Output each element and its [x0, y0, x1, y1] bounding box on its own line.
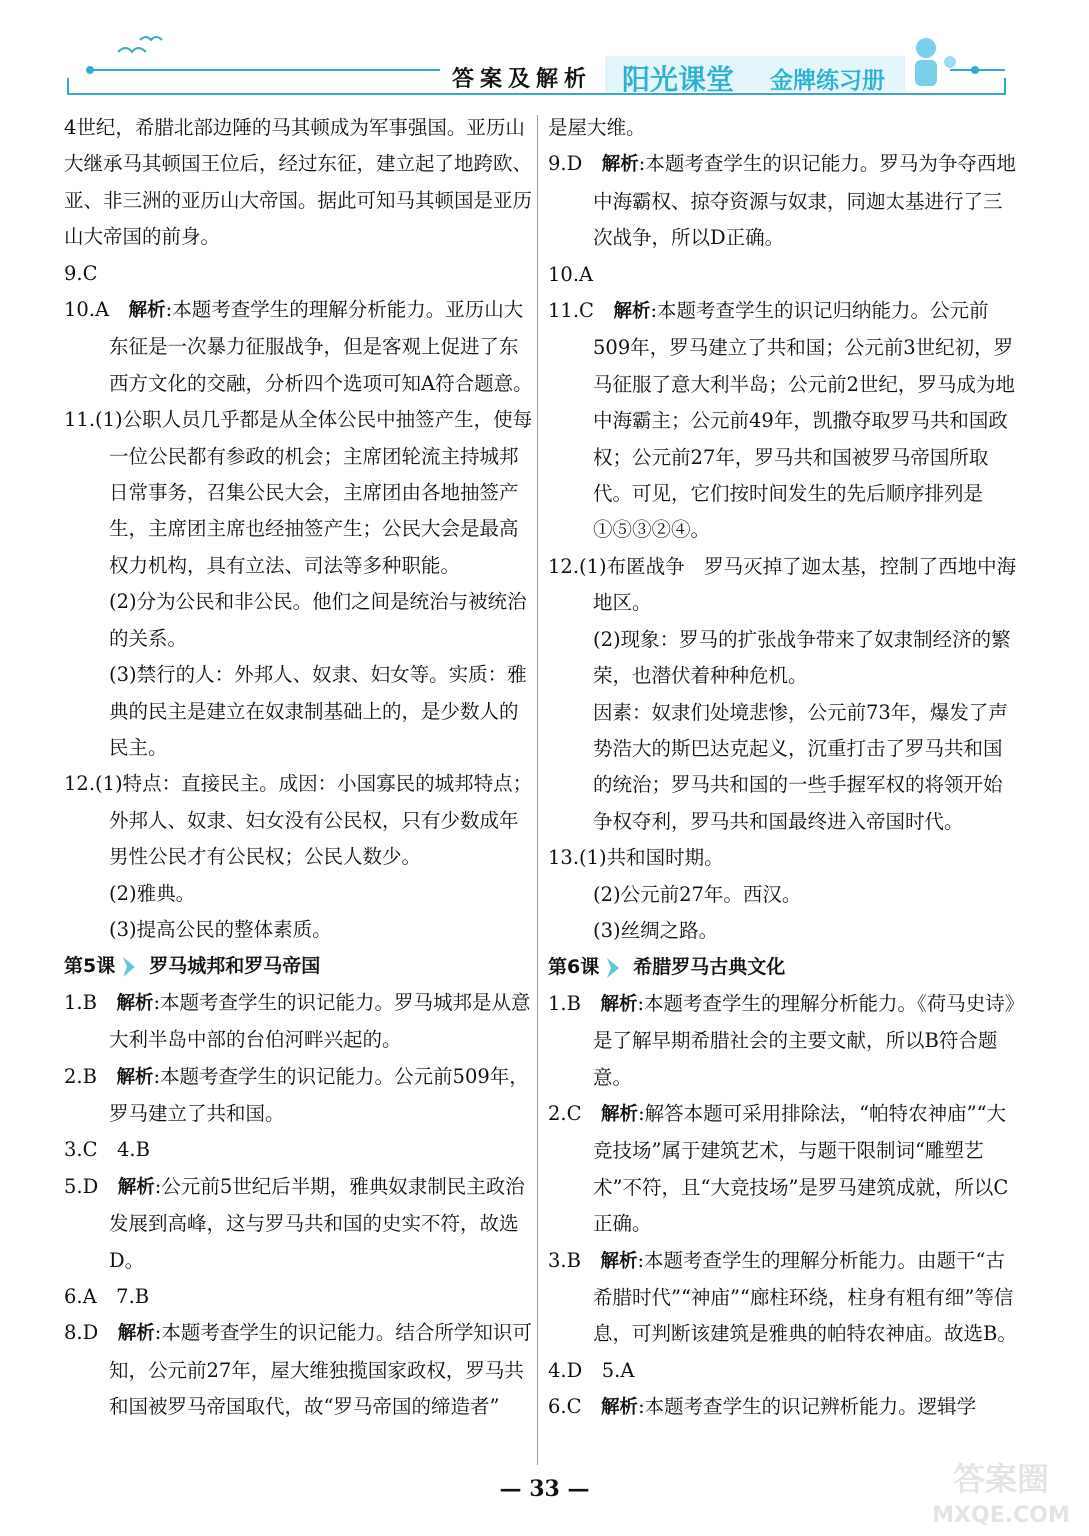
answers-label: 答案及解析	[452, 67, 593, 92]
page-number: — 33 —	[499, 1476, 590, 1502]
answer-subpart	[548, 695, 1018, 841]
analysis-label: 解析	[600, 1250, 638, 1272]
analysis-label: 解析	[601, 1397, 639, 1419]
answer-text: 12.(1)布匿战争 罗马灭掉了迦太基，控制了西地中海地区。	[548, 554, 1017, 615]
page-number-value: 33	[529, 1476, 560, 1502]
answer-subpart	[548, 913, 1018, 949]
answer-subpart	[64, 876, 534, 912]
analysis-label: 解析	[600, 993, 638, 1015]
brand-title: 阳光课堂	[622, 63, 735, 96]
answer-subpart	[548, 877, 1018, 913]
answer-item	[548, 1353, 1018, 1389]
answer-text: :本题考查学生的理解分析能力。由题干“古希腊时代”“神庙”“廊柱环绕，柱身有粗有细”等信息，可判断该建筑是雅典的帕特农神庙。故选B。	[593, 1248, 1017, 1346]
answer-item	[548, 146, 1018, 256]
lesson-heading	[548, 949, 1018, 985]
answer-text: (3)禁行的人：外邦人、奴隶、妇女等。实质：雅典的民主是建立在奴隶制基础上的，是少数人的民主。	[109, 663, 527, 759]
lesson-number: 第6课	[548, 956, 600, 979]
answer-item	[548, 257, 1018, 293]
left-column	[64, 110, 534, 1426]
lesson-title: 罗马城邦和罗马帝国	[149, 955, 321, 978]
watermark-logo	[921, 1450, 1081, 1530]
answer-subpart	[548, 622, 1018, 695]
answer-text: :本题考查学生的识记能力。公元前509年，罗马建立了共和国。	[109, 1064, 529, 1125]
answer-item	[548, 840, 1018, 876]
answer-item	[64, 110, 534, 256]
answer-item	[64, 1279, 534, 1315]
answer-text: :解答本题可采用排除法，“帕特农神庙”“大竞技场”属于建筑艺术，与题干限制词“雕塑艺术”不符，且“大竞技场”是罗马建筑成就，所以C正确。	[593, 1101, 1009, 1236]
answer-text: 6.A 7.B	[64, 1284, 150, 1308]
right-column	[548, 110, 1018, 1427]
chevron-right-icon	[121, 955, 139, 979]
question-number: 1.B	[64, 990, 97, 1014]
answer-text: (3)提高公民的整体素质。	[109, 917, 332, 941]
answer-text: 3.C 4.B	[64, 1138, 150, 1162]
question-number: 11.C	[548, 299, 594, 323]
answer-text: 11.(1)公职人员几乎都是从全体公民中抽签产生，使每一位公民都有参政的机会；主席团轮流主持城邦日常事务，召集公民大会，主席团由各地抽签产生，主席团主席也经抽签产生；公民大会是最高权力机构，具有立法、司法等多种职能。	[64, 408, 533, 577]
analysis-label: 解析	[116, 1066, 154, 1088]
answer-text: (2)分为公民和非公民。他们之间是统治与被统治的关系。	[109, 590, 527, 650]
question-number: 5.D	[64, 1174, 99, 1198]
answer-text: :本题考查学生的识记归纳能力。公元前509年，罗马建立了共和国；公元前3世纪初，罗马征服了意大利半岛；公元前2世纪，罗马成为地中海霸主；公元前49年，凯撒夺取罗马共和国政权；公元前27年，罗马共和国被罗马帝国所取代。可见，它们按时间发生的先后顺序排列是①⑤③②④。	[593, 299, 1015, 542]
answer-item	[548, 1096, 1018, 1243]
question-number: 2.B	[64, 1064, 97, 1088]
answer-item	[548, 1389, 1018, 1426]
answer-text: :本题考查学生的识记辨析能力。逻辑学	[638, 1395, 977, 1419]
answer-item	[548, 110, 1018, 146]
answer-subpart	[64, 584, 534, 657]
answer-text: :公元前5世纪后半期，雅典奴隶制民主政治发展到高峰，这与罗马共和国的史实不符，故选D。	[109, 1174, 525, 1272]
chevron-right-icon	[605, 956, 623, 980]
answer-item	[64, 1059, 534, 1133]
answer-text: (3)丝绸之路。	[593, 918, 719, 942]
question-number: 3.B	[548, 1248, 581, 1272]
question-number: 6.C	[548, 1395, 582, 1419]
question-number: 1.B	[548, 991, 581, 1015]
answer-text: 4世纪，希腊北部边陲的马其顿成为军事强国。亚历山大继承马其顿国王位后，经过东征，建立起了地跨欧、亚、非三洲的亚历山大帝国。据此可知马其顿国是亚历山大帝国的前身。	[64, 116, 533, 249]
answer-text: 12.(1)特点：直接民主。成因：小国寡民的城邦特点；外邦人、奴隶、妇女没有公民权，只有少数成年男性公民才有公民权；公民人数少。	[64, 772, 533, 869]
answer-text: (2)现象：罗马的扩张战争带来了奴隶制经济的繁荣，也潜伏着种种危机。	[593, 627, 1011, 688]
answer-text: 9.C	[64, 261, 98, 285]
series-title: 金牌练习册	[770, 67, 885, 94]
bird-icon	[140, 37, 162, 40]
question-number: 10.A	[64, 298, 110, 322]
answer-text: 10.A	[548, 262, 594, 286]
answer-item	[548, 986, 1018, 1096]
analysis-label: 解析	[116, 992, 154, 1014]
answer-item	[64, 292, 534, 402]
bird-icon	[118, 48, 146, 52]
answer-text: (2)公元前27年。西汉。	[593, 882, 802, 906]
analysis-label: 解析	[117, 1323, 155, 1345]
page-header	[0, 0, 1089, 110]
answer-item	[64, 1169, 534, 1279]
question-number: 8.D	[64, 1321, 99, 1345]
analysis-label: 解析	[613, 301, 651, 323]
watermark-text-url: MXQE.COM	[932, 1503, 1070, 1528]
answer-text: :本题考查学生的识记能力。结合所学知识可知，公元前27年，屋大维独揽国家政权，罗马共和国被罗马帝国取代，故“罗马帝国的缔造者”	[109, 1321, 532, 1419]
lesson-heading	[64, 948, 534, 984]
answer-subpart	[64, 912, 534, 948]
answer-text: :本题考查学生的识记能力。罗马城邦是从意大利半岛中部的台伯河畔兴起的。	[109, 990, 531, 1052]
answer-text: :本题考查学生的识记能力。罗马为争夺西地中海霸权、掠夺资源与奴隶，同迦太基进行了三次战争，所以D正确。	[593, 152, 1016, 250]
watermark-text-cn: 答案圈	[952, 1460, 1050, 1498]
answer-text: (2)雅典。	[109, 881, 196, 905]
answer-text: :本题考查学生的理解分析能力。亚历山大东征是一次暴力征服战争，但是客观上促进了东西方文化的交融，分析四个选项可知A符合题意。	[109, 298, 533, 395]
answer-subpart	[64, 657, 534, 766]
answer-item	[64, 766, 534, 875]
answer-text: 是屋大维。	[548, 116, 646, 139]
analysis-label: 解析	[601, 154, 639, 176]
analysis-label: 解析	[128, 300, 166, 322]
header-decoration	[0, 0, 1089, 110]
question-number: 9.D	[548, 152, 583, 176]
answer-item	[548, 293, 1018, 549]
lesson-title: 希腊罗马古典文化	[633, 956, 786, 979]
answer-item	[548, 549, 1018, 622]
answer-item	[64, 256, 534, 292]
lesson-number: 第5课	[64, 955, 116, 978]
answer-text: 因素：奴隶们处境悲惨，公元前73年，爆发了声势浩大的斯巴达克起义，沉重打击了罗马共和国的统治；罗马共和国的一些手握军权的将领开始争权夺利，罗马共和国最终进入帝国时代。	[593, 700, 1008, 833]
answer-text: 4.D 5.A	[548, 1358, 635, 1382]
answer-item	[64, 1315, 534, 1425]
answer-item	[64, 1132, 534, 1168]
analysis-label: 解析	[601, 1103, 639, 1125]
answer-text: :本题考查学生的理解分析能力。《荷马史诗》是了解早期希腊社会的主要文献，所以B符合题意。	[593, 991, 1015, 1089]
answer-item	[64, 985, 534, 1059]
question-number: 2.C	[548, 1101, 582, 1125]
column-divider	[537, 115, 538, 1465]
answer-text: 13.(1)共和国时期。	[548, 846, 724, 870]
answer-item	[548, 1243, 1018, 1353]
analysis-label: 解析	[117, 1176, 155, 1198]
answer-item	[64, 402, 534, 584]
